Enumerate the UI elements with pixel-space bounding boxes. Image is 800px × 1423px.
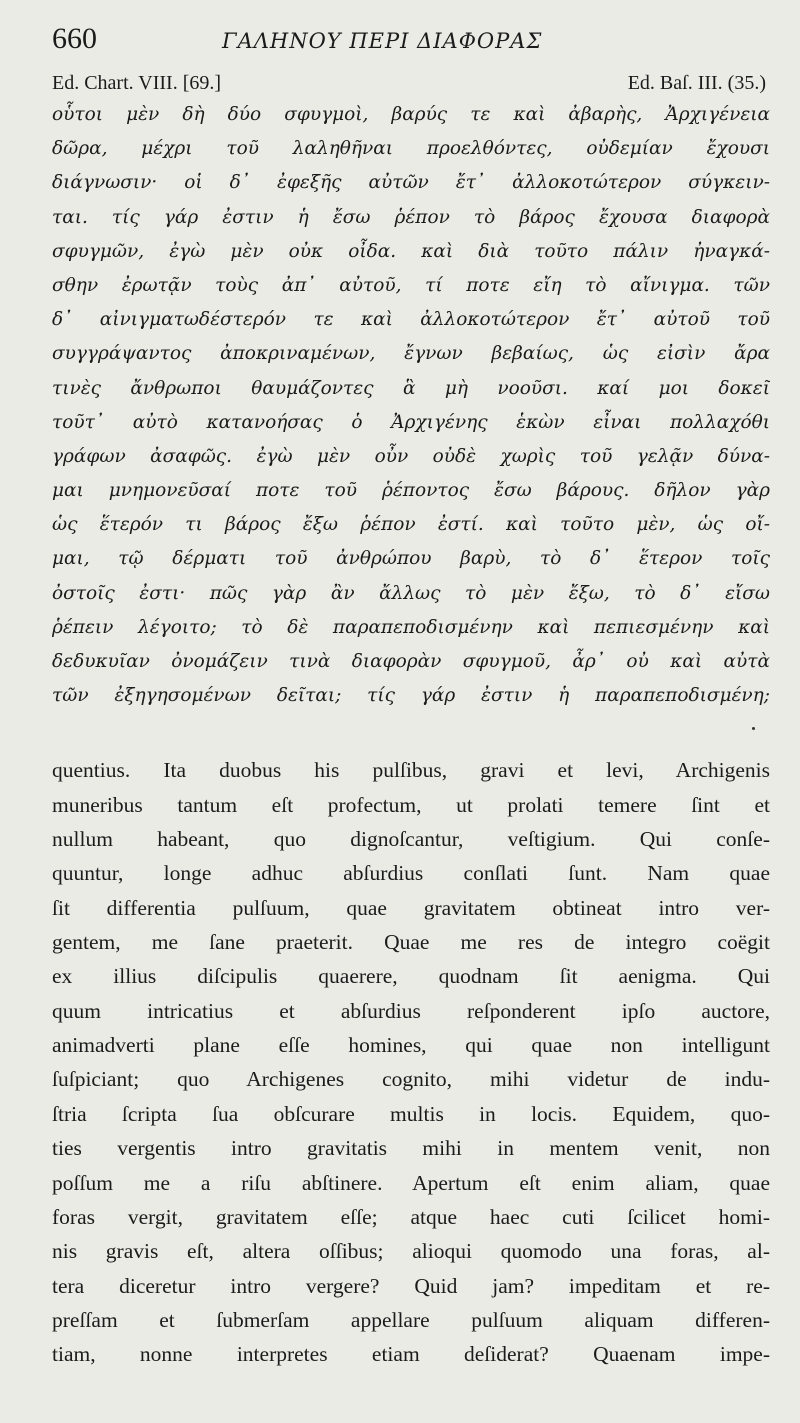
greek-text-line: ὡς ἕτερόν τι βάρος ἔξω ῥέπον ἐστί. καὶ τοῦτο μὲν, ὡς οἴ-	[52, 514, 770, 536]
page-number: 660	[52, 22, 97, 55]
latin-text-line: foras vergit, gravitatem eſſe; atque haec cuti ſcilicet homi-	[52, 1204, 770, 1229]
latin-text-line: animadverti plane eſſe homines, qui quae non intelligunt	[52, 1033, 770, 1058]
greek-text-line: μαι, τῷ δέρματι τοῦ ἀνθρώπου βαρὺ, τὸ δ᾽ ἕτερον τοῖς	[52, 548, 770, 570]
greek-text-line: τινὲς ἄνθρωποι θαυμάζοντες ἃ μὴ νοοῦσι. καί μοι δοκεῖ	[52, 377, 770, 399]
greek-text-line: τῶν ἐξηγησομένων δεῖται; τίς γάρ ἐστιν ἡ παραπεποδισμένη;	[52, 685, 770, 707]
edition-chartier: Ed. Chart. VIII. [69.]	[52, 72, 222, 94]
greek-text-line: ῥέπειν λέγοιτο; τὸ δὲ παραπεποδισμένην καὶ πεπιεσμένην καὶ	[52, 616, 770, 638]
latin-text-line: gentem, me ſane praeterit. Quae me res de integro coëgit	[52, 930, 770, 955]
greek-text-line: γράφων ἀσαφῶς. ἐγὼ μὲν οὖν οὐδὲ χωρὶς τοῦ γελᾷν δύνα-	[52, 445, 770, 467]
latin-text-line: ſtria ſcripta ſua obſcurare multis in locis. Equidem, quo-	[52, 1101, 770, 1126]
section-divider	[52, 713, 770, 753]
greek-text-line: ται. τίς γάρ ἐστιν ἡ ἔσω ῥέπον τὸ βάρος ἔχουσα διαφορὰ	[52, 206, 770, 228]
latin-text-line: quentius. Ita duobus his pulſibus, gravi et levi, Archigenis	[52, 758, 770, 783]
latin-text-line: poſſum me a riſu abſtinere. Apertum eſt enim aliam, quae	[52, 1170, 770, 1195]
greek-text-line: σφυγμῶν, ἐγὼ μὲν οὐκ οἶδα. καὶ διὰ τοῦτο πάλιν ἠναγκά-	[52, 240, 770, 262]
greek-text-line: δ᾽ αἰνιγματωδέστερόν τε καὶ ἀλλοκοτώτερον ἔτ᾽ αὐτοῦ τοῦ	[52, 309, 770, 331]
greek-text-column	[52, 98, 770, 713]
latin-text-line: preſſam et ſubmerſam appellare pulſuum aliquam differen-	[52, 1307, 770, 1332]
latin-text-line: ſit differentia pulſuum, quae gravitatem obtineat intro ver-	[52, 895, 770, 920]
greek-text-line: συγγράψαντος ἀποκριναμένων, ἔγνων βεβαίως, ὡς εἰσὶν ἄρα	[52, 343, 770, 365]
running-title: ΓΑΛΗΝΟΥ ΠΕΡΙ ΔΙΑΦΟΡΑΣ	[222, 29, 543, 53]
latin-text-line: quuntur, longe adhuc abſurdius conſlati ſunt. Nam quae	[52, 861, 770, 886]
greek-text-line: ὀστοῖς ἐστι· πῶς γὰρ ἂν ἄλλως τὸ μὲν ἔξω, τὸ δ᾽ εἴσω	[52, 582, 770, 604]
greek-text-line: διάγνωσιν· οἱ δ᾽ ἐφεξῆς αὐτῶν ἔτ᾽ ἀλλοκοτώτερον σύγκειν-	[52, 172, 770, 194]
greek-text-line: δεδυκυῖαν ὀνομάζειν τινὰ διαφορὰν σφυγμοῦ, ἆρ᾽ οὐ καὶ αὐτὰ	[52, 651, 770, 672]
latin-text-line: tera diceretur intro vergere? Quid jam? impeditam et re-	[52, 1273, 770, 1298]
latin-text-line: muneribus tantum eſt profectum, ut prolati temere ſint et	[52, 792, 770, 817]
latin-text-line: ſuſpiciant; quo Archigenes cognito, mihi videtur de indu-	[52, 1067, 770, 1092]
edition-basel: Ed. Baſ. III. (35.)	[627, 72, 766, 94]
latin-text-column	[52, 753, 770, 1371]
latin-text-line: quum intricatius et abſurdius reſponderent ipſo auctore,	[52, 998, 770, 1023]
edition-references	[52, 68, 770, 98]
stray-dot	[752, 727, 755, 730]
latin-text-line: tiam, nonne interpretes etiam deſiderat? Quaenam impe-	[52, 1342, 770, 1367]
running-head	[52, 22, 770, 68]
greek-text-line: οὗτοι μὲν δὴ δύο σφυγμοὶ, βαρύς τε καὶ ἀβαρὴς, Ἀρχιγένεια	[52, 104, 770, 125]
latin-text-line: ex illius diſcipulis quaerere, quodnam ſit aenigma. Qui	[52, 964, 770, 989]
greek-text-line: τοῦτ᾽ αὐτὸ κατανοήσας ὁ Ἀρχιγένης ἑκὼν εἶναι πολλαχόθι	[52, 411, 770, 433]
greek-text-line: σθην ἐρωτᾷν τοὺς ἀπ᾽ αὐτοῦ, τί ποτε εἴη τὸ αἴνιγμα. τῶν	[52, 274, 770, 296]
latin-text-line: nis gravis eſt, altera oſſibus; alioqui quomodo una foras, al-	[52, 1239, 770, 1264]
latin-text-line: nullum habeant, quo dignoſcantur, veſtigium. Qui conſe-	[52, 827, 770, 852]
greek-text-line: δῶρα, μέχρι τοῦ λαληθῆναι προελθόντες, οὐδεμίαν ἔχουσι	[52, 138, 770, 160]
latin-text-line: ties vergentis intro gravitatis mihi in mentem venit, non	[52, 1136, 770, 1161]
greek-text-line: μαι μνημονεῦσαί ποτε τοῦ ῥέποντος ἔσω βάρους. δῆλον γὰρ	[52, 480, 770, 502]
